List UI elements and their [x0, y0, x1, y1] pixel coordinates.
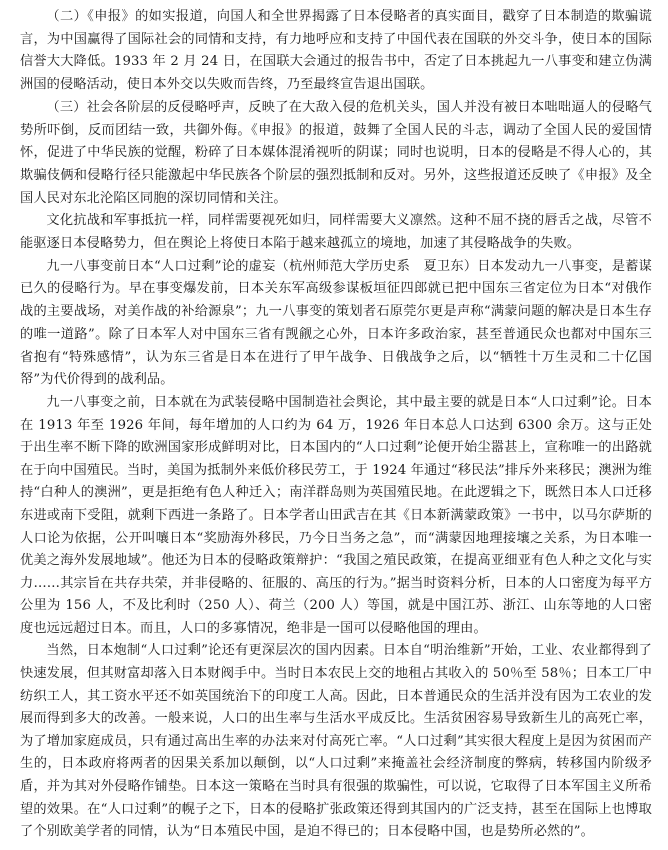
- paragraph-cultural-resistance: 文化抗战和军事抵抗一样，同样需要视死如归，同样需要大义凛然。这种不屈不挠的唇舌之战，尽管不能驱逐日本侵略势力，但在舆论上将使日本陷于越来越孤立的境地，加速了其侵略战争的失败。: [20, 213, 652, 252]
- paragraph-overpopulation-intro: 九一八事变前日本“人口过剩”论的虚妄（杭州师范大学历史系 夏卫东）日本发动九一八事变，是蓄谋已久的侵略行为。早在事变爆发前，日本关东军高级参谋板垣征四郎就已把中国东三省定位为日本“对俄作战的主要战场，对美作战的补给源泉”；九一八事变的策划者石原莞尔更是声称“满蒙问题的解决是日本生存的唯一道路”。除了日本军人对中国东三省有觊觎之心外，日本许多政治家，甚至普通民众也都对中国东三省抱有“特殊感情”，认为东三省是日本在进行了甲午战争、日俄战争之后，以“牺牲十万生灵和二十亿国帑”为代价得到的战利品。: [20, 258, 652, 388]
- paragraph-social-outcry: （三）社会各阶层的反侵略呼声，反映了在大敌入侵的危机关头，国人并没有被日本咄咄逼人的侵略气势所吓倒，反而团结一致，共御外侮。《申报》的报道，鼓舞了全国人民的斗志，调动了全国人民的爱国情怀，促进了中华民族的觉醒，粉碎了日本媒体混淆视听的阴谋；同时也说明，日本的侵略是不得人心的，其欺骗伎俩和侵略行径只能激起中华民族各个阶层的强烈抵制和反对。另外，这些报道还反映了《申报》及全国人民对东北沦陷区同胞的深切同情和关注。: [20, 99, 652, 206]
- paragraph-overpopulation-argument: 九一八事变之前，日本就在为武装侵略中国制造社会舆论，其中最主要的就是日本“人口过剩”论。日本在 1913 年至 1926 年间，每年增加的人口约为 64 万，1926 年日本总人口达到 6300 余万。这与正处于出生率不断下降的欧洲国家形成鲜明对比，日本国内的“人口过剩”论便开始尘嚣甚上，宣称唯一的出路就在于向中国殖民。当时，美国为抵制外来低价移民劳工，于 1924 年通过“移民法”排斥外来移民；澳洲为维持“白种人的澳洲”，更是拒绝有色人种迁入；南洋群岛则为英国殖民地。在此逻辑之下，既然日本人口迁移东进或南下受阻，就剩下西进一条路了。日本学者山田武吉在其《日本新满蒙政策》一书中，以马尔萨斯的人口论为依据，公开叫嚷日本“奖励海外移民，乃今日当务之急”，而“满蒙因地理接壤之关系，为日本唯一优美之海外发展地域”。他还为日本的侵略政策辩护：“我国之殖民政策，在提高亚细亚有色人种之文化与实力……其宗旨在共存共荣，并非侵略的、征服的、高压的行为。”据当时资料分析，日本的人口密度为每平方公里为 156 人，不及比利时（250 人）、荷兰（200 人）等国，就是中国江苏、浙江、山东等地的人口密度也远远超过日本。而且，人口的多寡情况，绝非是一国可以侵略他国的理由。: [20, 394, 652, 636]
- paragraph-domestic-factors: 当然，日本炮制“人口过剩”论还有更深层次的国内因素。日本自“明治维新”开始，工业、农业都得到了快速发展，但其财富却落入日本财阀手中。当时日本农民上交的地租占其收入的 50％至 58％；日本工厂中纺织工人，其工资水平还不如英国统治下的印度工人高。因此，日本普通民众的生活并没有因为工农业的发展而得到多大的改善。一般来说，人口的出生率与生活水平成反比。生活贫困容易导致新生儿的高死亡率，为了增加家庭成员，只有通过高出生率的办法来对付高死亡率。“人口过剩”其实很大程度上是因为贫困而产生的，日本政府将两者的因果关系加以颠倒，以“人口过剩”来掩盖社会经济制度的弊病，转移国内阶级矛盾，并为其对外侵略作铺垫。日本这一策略在当时具有很强的欺骗性，可以说，它取得了日本军国主义所希望的效果。在“人口过剩”的幌子之下，日本的侵略扩张政策还得到其国内的广泛支持，甚至在国际上也博取了个别欧美学者的同情，认为“日本殖民中国，是迫不得已的；日本侵略中国，也是势所必然的”。: [20, 643, 652, 840]
- paragraph-shenbao-exposure: （二）《申报》的如实报道，向国人和全世界揭露了日本侵略者的真实面目，戳穿了日本制造的欺骗谎言，为中国赢得了国际社会的同情和支持，有力地呼应和支持了中国代表在国联的外交斗争，使日本的国际信誉大大降低。1933 年 2 月 24 日，在国联大会通过的报告书中，否定了日本挑起九一八事变和建立伪满洲国的侵略活动，使日本外交以失败而告终，乃至最终宣告退出国联。: [20, 9, 652, 93]
